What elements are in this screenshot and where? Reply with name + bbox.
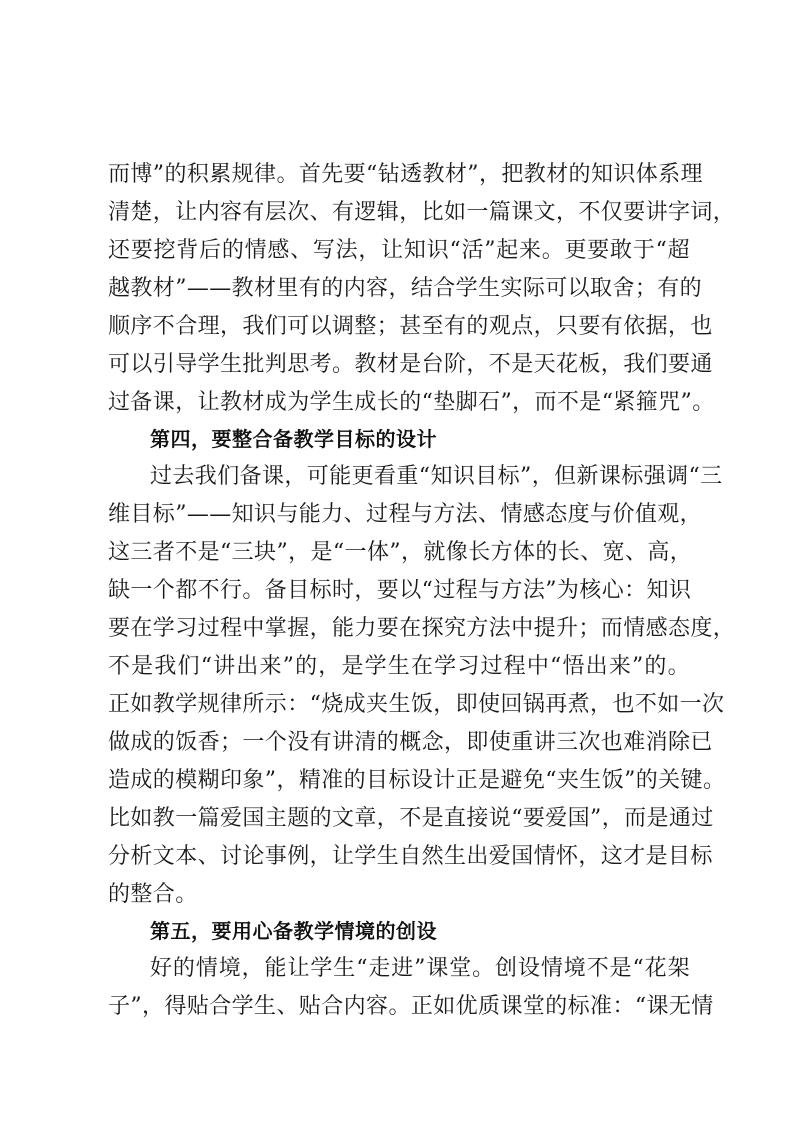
text-line: 的整合。 (108, 882, 198, 907)
text-line: 过去我们备课，可能更看重“知识目标”，但新课标强调“三 (150, 464, 723, 489)
text-line: 比如教一篇爱国主题的文章，不是直接说“要爱国”，而是通过 (108, 806, 714, 831)
text-line: 还要挖背后的情感、写法，让知识“活”起来。更要敢于“超 (108, 238, 690, 263)
section-heading-5: 第五，要用心备教学情境的创设 (150, 919, 437, 943)
text-line: 要在学习过程中掌握，能力要在探究方法中提升；而情感态度， (108, 616, 736, 641)
text-line: 不是我们“讲出来”的，是学生在学习过程中“悟出来”的。 (108, 654, 690, 679)
text-line: 过备课，让教材成为学生成长的“垫脚石”，而不是“紧箍咒”。 (108, 390, 715, 415)
text-line: 缺一个都不行。备目标时，要以“过程与方法”为核心：知识 (108, 578, 692, 603)
text-line: 越教材”——教材里有的内容，结合学生实际可以取舍；有的 (108, 276, 703, 301)
text-line: 维目标”——知识与能力、过程与方法、情感态度与价值观， (108, 502, 703, 527)
section-heading-4: 第四，要整合备教学目标的设计 (150, 427, 437, 451)
text-line: 清楚，让内容有层次、有逻辑，比如一篇课文，不仅要讲字词， (108, 200, 736, 225)
text-line: 造成的模糊印象”，精准的目标设计正是避免“夹生饭”的关键。 (108, 768, 726, 793)
text-line: 而博”的积累规律。首先要“钻透教材”，把教材的知识体系理 (108, 162, 703, 187)
text-line: 可以引导学生批判思考。教材是台阶，不是天花板，我们要通 (108, 352, 713, 377)
text-line: 子”，得贴合学生、贴合内容。正如优质课堂的标准：“课无情 (108, 994, 714, 1019)
text-line: 正如教学规律所示：“烧成夹生饭，即使回锅再煮，也不如一次 (108, 692, 725, 717)
text-line: 分析文本、讨论事例，让学生自然生出爱国情怀，这才是目标 (108, 844, 713, 869)
text-line: 好的情境，能让学生“走进”课堂。创设情境不是“花架 (150, 956, 690, 981)
text-line: 顺序不合理，我们可以调整；甚至有的观点，只要有依据，也 (108, 314, 713, 339)
text-line: 做成的饭香；一个没有讲清的概念，即使重讲三次也难消除已 (108, 730, 713, 755)
text-line: 这三者不是“三块”，是“一体”，就像长方体的长、宽、高， (108, 540, 693, 565)
